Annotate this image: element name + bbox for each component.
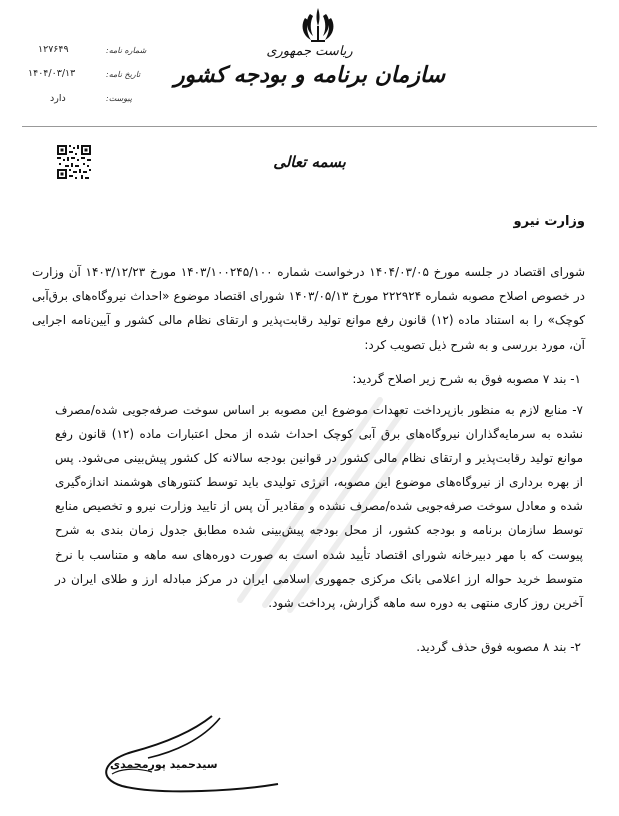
header-divider <box>22 126 597 127</box>
bismillah-heading: بسمه تعالی <box>273 153 346 171</box>
organization-name: سازمان برنامه و بودجه کشور <box>173 62 446 88</box>
item-2: ۲- بند ۸ مصوبه فوق حذف گردید. <box>416 640 581 654</box>
attachment-label: پیوست: <box>106 94 133 103</box>
iran-emblem-icon <box>301 6 335 44</box>
body-paragraph: شورای اقتصاد در جلسه مورخ ۱۴۰۴/۰۳/۰۵ درخواست شماره ۱۴۰۳/۱۰۰۲۴۵/۱۰۰ مورخ ۱۴۰۳/۱۲/۲۳ آن وزارت در خصوص اصلاح مصوبه شماره ۲۲۲۹۲۴ مورخ ۱۴۰۳/۰۵/۱۳ شورای اقتصاد موضوع «احداث نیروگاه‌های برق‌آبی کوچک» را به استناد ماده (۱۲) قانون رفع موانع تولید رقابت‌پذیر و ارتقای نظام مالی کشور و آیین‌نامه اجرایی آن، مورد بررسی و به شرح ذیل تصویب کرد: <box>32 265 586 352</box>
letter-number: ۱۲۷۶۴۹ <box>38 44 69 55</box>
item-1: ۱- بند ۷ مصوبه فوق به شرح زیر اصلاح گردید: <box>352 372 581 386</box>
letter-number-label: شماره نامه: <box>106 46 147 55</box>
date-label: تاریخ نامه: <box>106 70 141 79</box>
letter-date: ۱۴۰۴/۰۳/۱۳ <box>28 68 76 79</box>
presidency-title: ریاست جمهوری <box>266 44 353 59</box>
clause-7-text: ۷- منابع لازم به منظور بازپرداخت تعهدات موضوع این مصوبه بر اساس سوخت صرفه‌جویی شده/مصرف نشده به سرمایه‌گذاران نیروگاه‌های برق آبی کوچک احداث شده از محل اعتبارات ماده (۱۲) قانون رفع موانع تولید رقابت‌پذیر و ارتقای نظام مالی کشور در قوانین بودجه سالانه کل کشور پیش‌بینی می‌شود. پس از بهره برداری از نیروگاه‌های موضوع این مصوبه، انرژی تولیدی باید توسط کنتورهای هوشمند اندازه‌گیری شده و معادل سوخت صرفه‌جویی شده/مصرف نشده و مقادیر آن پس از تایید وزارت نیرو و تخصیص منابع توسط سازمان برنامه و بودجه کشور، از محل بودجه پیش‌بینی شده مطابق جدول زمان بندی به شرح پیوست که با مهر دبیرخانه شورای اقتصاد تأیید شده است به صورت دوره‌های سه ماهه و متناسب با نرخ متوسط خرید حواله ارز اعلامی بانک مرکزی جمهوری اسلامی ایران در مرکز مبادله ارز و طلای ایران در آخرین روز کاری منتهی به دوره سه ماهه گزارش، پرداخت شود. <box>55 403 583 610</box>
signature-icon <box>92 712 282 794</box>
attachment-value: دارد <box>50 93 66 104</box>
addressee: وزارت نیرو <box>513 214 585 229</box>
signer-name: سیدحمید پورمحمدی <box>110 758 218 771</box>
